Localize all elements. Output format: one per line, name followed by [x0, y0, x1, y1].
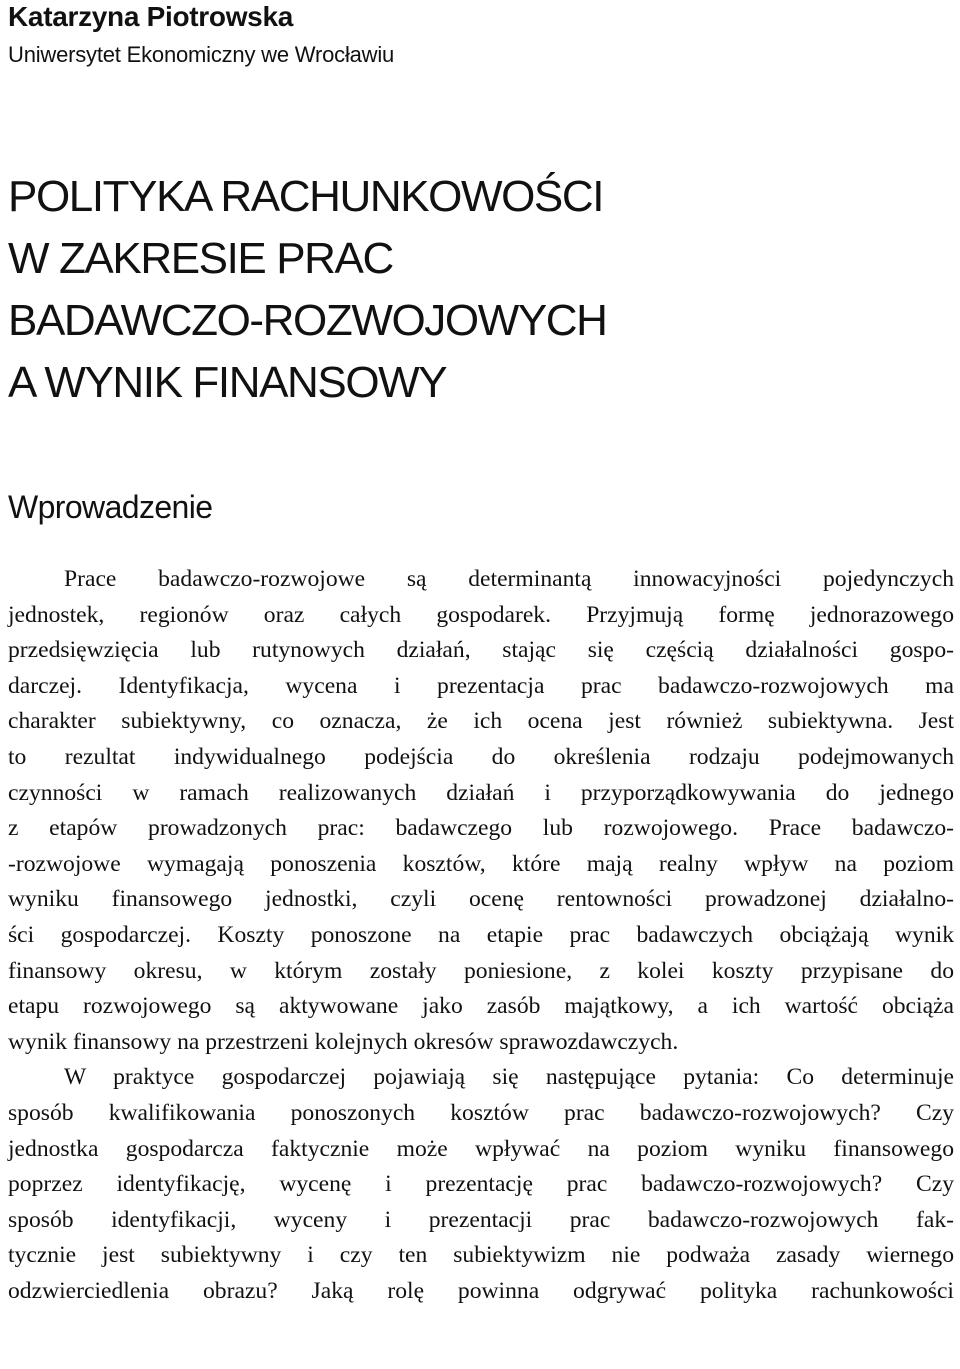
paragraph-line: ści gospodarczej. Koszty ponoszone na etapie prac badawczych obciążają wynik: [8, 921, 954, 948]
paragraph-line: darczej. Identyfikacja, wycena i prezentacja prac badawczo-rozwojowych ma: [8, 672, 954, 699]
paragraph-line: etapu rozwojowego są aktywowane jako zasób majątkowy, a ich wartość obciąża: [8, 993, 954, 1020]
paragraph-line: sposób kwalifikowania ponoszonych kosztów prac badawczo-rozwojowych? Czy: [8, 1099, 954, 1126]
title-line: BADAWCZO-ROZWOJOWYCH: [8, 296, 607, 345]
paragraph-line: przedsięwzięcia lub rutynowych działań, stając się częścią działalności gospo-: [8, 637, 954, 664]
author-affiliation: Uniwersytet Ekonomiczny we Wrocławiu: [8, 42, 395, 67]
title-line: POLITYKA RACHUNKOWOŚCI: [8, 172, 604, 221]
paragraph-line: jednostka gospodarcza faktycznie może wpływać na poziom wyniku finansowego: [8, 1135, 954, 1162]
body-text: [8, 562, 954, 1309]
paragraph-line: finansowy okresu, w którym zostały poniesione, z kolei koszty przypisane do: [8, 957, 954, 984]
paragraph-line: jednostek, regionów oraz całych gospodarek. Przyjmują formę jednorazowego: [8, 601, 954, 628]
paragraph-line: poprzez identyfikację, wycenę i prezentację prac badawczo-rozwojowych? Czy: [8, 1171, 954, 1198]
paragraph-line: -rozwojowe wymagają ponoszenia kosztów, które mają realny wpływ na poziom: [8, 850, 954, 877]
paragraph-line: to rezultat indywidualnego podejścia do określenia rodzaju podejmowanych: [8, 743, 954, 770]
paragraph-line: odzwierciedlenia obrazu? Jaką rolę powinna odgrywać polityka rachunkowości: [8, 1277, 954, 1304]
paragraph-line: tycznie jest subiektywny i czy ten subiektywizm nie podważa zasady wiernego: [8, 1242, 954, 1269]
paragraph-line: wyniku finansowego jednostki, czyli ocenę rentowności prowadzonej działalno-: [8, 886, 954, 913]
paragraph-line: Prace badawczo-rozwojowe są determinantą innowacyjności pojedynczych: [64, 566, 954, 592]
paragraph-line: sposób identyfikacji, wyceny i prezentacji prac badawczo-rozwojowych fak-: [8, 1206, 954, 1233]
author-name: Katarzyna Piotrowska: [8, 1, 293, 32]
paragraph-line: charakter subiektywny, co oznacza, że ich ocena jest również subiektywna. Jest: [8, 708, 954, 735]
section-heading: Wprowadzenie: [8, 489, 213, 525]
title-line: W ZAKRESIE PRAC: [8, 234, 393, 283]
title-line: A WYNIK FINANSOWY: [8, 358, 447, 407]
paragraph-line: W praktyce gospodarczej pojawiają się następujące pytania: Co determinuje: [64, 1064, 954, 1091]
paragraph-line: z etapów prowadzonych prac: badawczego lub rozwojowego. Prace badawczo-: [8, 815, 954, 842]
paper-title: [8, 166, 607, 414]
paragraph-line: wynik finansowy na przestrzeni kolejnych okresów sprawozdawczych.: [8, 1028, 679, 1055]
paragraph-line: czynności w ramach realizowanych działań i przyporządkowywania do jednego: [8, 779, 954, 806]
